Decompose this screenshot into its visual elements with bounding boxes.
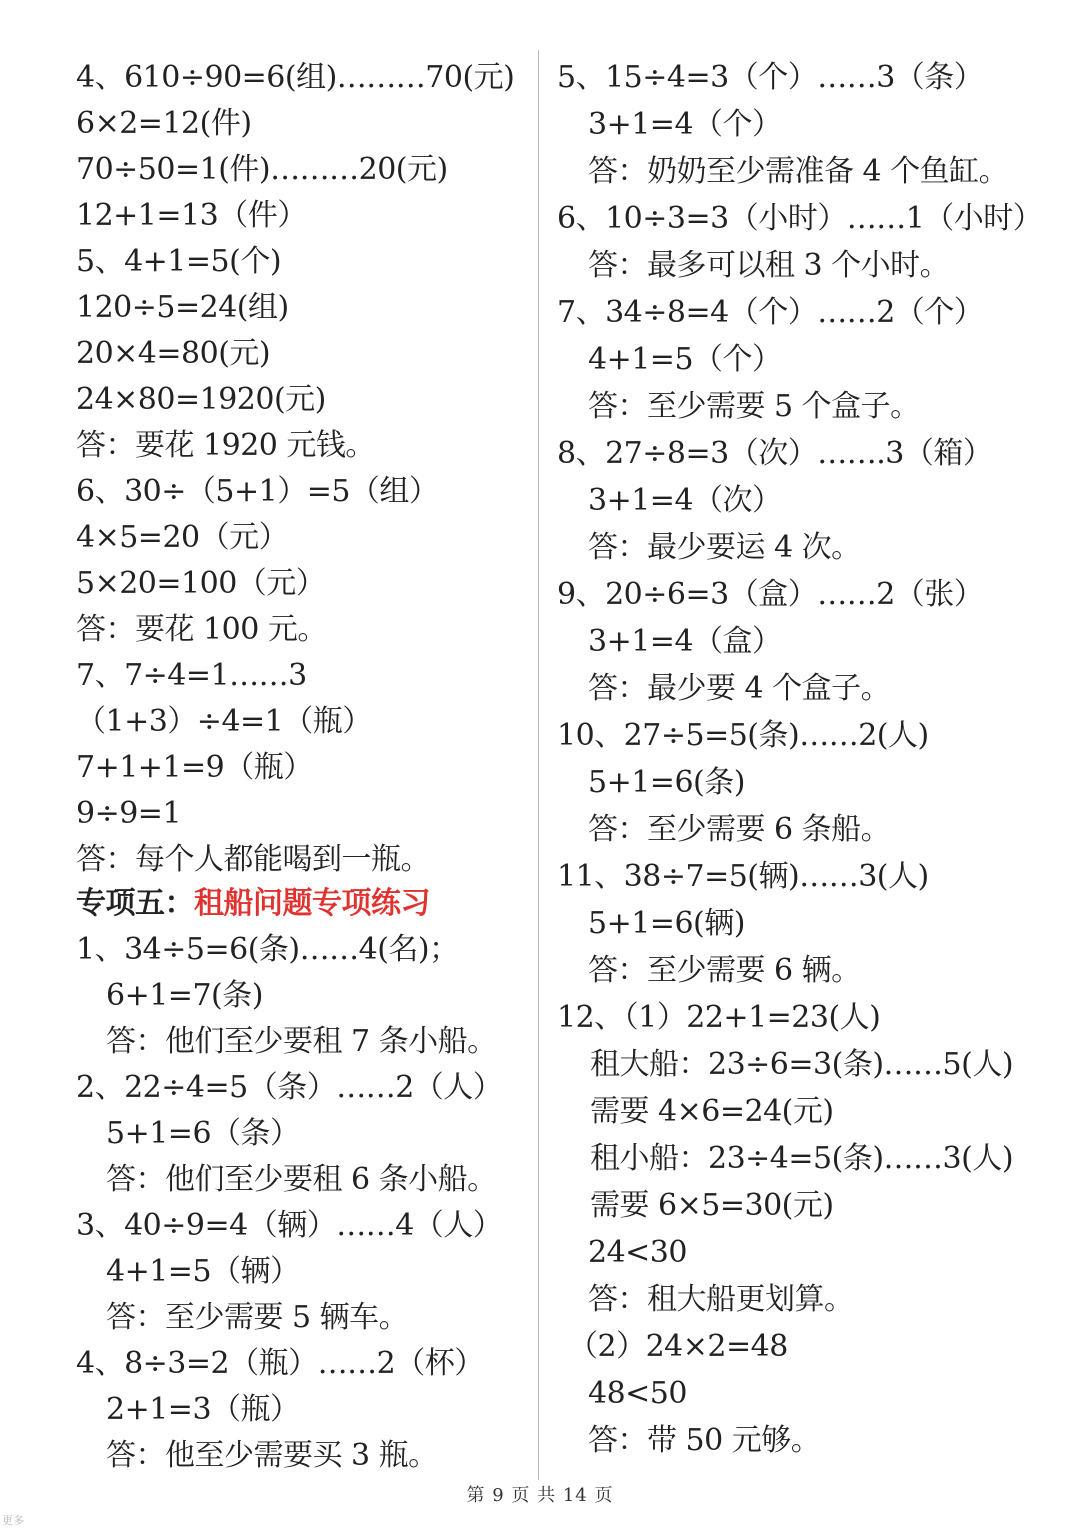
answer-line: 5+1=6(条) bbox=[588, 765, 745, 800]
answer-line: 答：至少需要 6 辆。 bbox=[588, 953, 861, 988]
answer-line: 3+1=4（个） bbox=[588, 107, 782, 142]
answer-line: 5×20=100（元） bbox=[76, 566, 326, 601]
answer-line: 答：租大船更划算。 bbox=[588, 1282, 854, 1317]
answer-line: 答：至少需要 6 条船。 bbox=[588, 812, 891, 847]
answer-line: 5+1=6(辆) bbox=[588, 906, 745, 941]
answer-line: 5+1=6（条） bbox=[106, 1116, 300, 1151]
answer-line: 答：他们至少要租 7 条小船。 bbox=[106, 1024, 497, 1059]
answer-line: 6、10÷3=3（小时）……1（小时） bbox=[557, 201, 1043, 236]
answer-line: 20×4=80(元) bbox=[76, 336, 271, 371]
answer-line: 3+1=4（次） bbox=[588, 483, 782, 518]
answer-line: 12+1=13（件） bbox=[76, 198, 307, 233]
page-number: 第 9 页 共 14 页 bbox=[466, 1485, 614, 1506]
answer-line: 4、8÷3=2（瓶）……2（杯） bbox=[76, 1346, 484, 1381]
answer-line: 4+1=5（个） bbox=[588, 342, 782, 377]
answer-line: 答：要花 1920 元钱。 bbox=[76, 428, 375, 463]
answer-line: 9÷9=1 bbox=[76, 796, 182, 831]
answer-line: 5、15÷4=3（个）……3（条） bbox=[557, 60, 984, 95]
answer-line: 6、30÷（5+1）=5（组） bbox=[76, 474, 439, 509]
answer-line: 4、610÷90=6(组)………70(元) bbox=[76, 60, 515, 95]
answer-line: 答：带 50 元够。 bbox=[588, 1423, 821, 1458]
answer-line: 答：每个人都能喝到一瓶。 bbox=[76, 842, 430, 877]
answer-line: 24<30 bbox=[588, 1235, 687, 1270]
answer-line: 3+1=4（盒） bbox=[588, 624, 782, 659]
answer-line: 答：他至少需要买 3 瓶。 bbox=[106, 1438, 438, 1473]
answer-line: 5、4+1=5(个) bbox=[76, 244, 282, 279]
section-heading bbox=[76, 884, 430, 924]
answer-line: 8、27÷8=3（次）…….3（箱） bbox=[557, 436, 993, 471]
corner-more-link[interactable]: 更多 bbox=[2, 1514, 24, 1527]
answer-line: 24×80=1920(元) bbox=[76, 382, 326, 417]
answer-line: （1+3）÷4=1（瓶） bbox=[76, 704, 372, 739]
answer-line: 答：至少需要 5 辆车。 bbox=[106, 1300, 409, 1335]
answer-line: 答：最少要 4 个盒子。 bbox=[588, 671, 891, 706]
answer-line: （2）24×2=48 bbox=[568, 1329, 788, 1364]
answer-line: 答：最少要运 4 次。 bbox=[588, 530, 861, 565]
answer-line: 7、7÷4=1……3 bbox=[76, 658, 307, 693]
section-title: 租船问题专项练习 bbox=[194, 886, 430, 921]
answer-line: 12、（1）22+1=23(人) bbox=[557, 1000, 881, 1035]
answer-line: 11、38÷7=5(辆)……3(人) bbox=[557, 859, 929, 894]
answer-line: 2+1=3（瓶） bbox=[106, 1392, 300, 1427]
answer-line: 10、27÷5=5(条)……2(人) bbox=[557, 718, 929, 753]
answer-line: 48<50 bbox=[588, 1376, 687, 1411]
section-prefix: 专项五： bbox=[76, 886, 194, 921]
answer-line: 需要 4×6=24(元) bbox=[590, 1094, 834, 1129]
answer-line: 70÷50=1(件)………20(元) bbox=[76, 152, 448, 187]
answer-line: 9、20÷6=3（盒）……2（张） bbox=[557, 577, 984, 612]
answer-line: 2、22÷4=5（条）……2（人） bbox=[76, 1070, 503, 1105]
answer-line: 120÷5=24(组) bbox=[76, 290, 289, 325]
answer-line: 答：他们至少要租 6 条小船。 bbox=[106, 1162, 497, 1197]
answer-line: 6+1=7(条) bbox=[106, 978, 263, 1013]
answer-line: 答：要花 100 元。 bbox=[76, 612, 327, 647]
answer-line: 答：奶奶至少需准备 4 个鱼缸。 bbox=[588, 154, 1009, 189]
answer-line: 7、34÷8=4（个）……2（个） bbox=[557, 295, 984, 330]
answer-line: 需要 6×5=30(元) bbox=[590, 1188, 834, 1223]
answer-line: 1、34÷5=6(条)……4(名)； bbox=[76, 932, 459, 967]
answer-line: 答：最多可以租 3 个小时。 bbox=[588, 248, 950, 283]
answer-line: 7+1+1=9（瓶） bbox=[76, 750, 313, 785]
answer-line: 答：至少需要 5 个盒子。 bbox=[588, 389, 920, 424]
answer-line: 6×2=12(件) bbox=[76, 106, 252, 141]
answer-line: 3、40÷9=4（辆）……4（人） bbox=[76, 1208, 503, 1243]
answer-line: 4×5=20（元） bbox=[76, 520, 289, 555]
answer-line: 4+1=5（辆） bbox=[106, 1254, 300, 1289]
answer-line: 租小船：23÷4=5(条)……3(人) bbox=[590, 1141, 1014, 1176]
column-divider bbox=[538, 50, 539, 1480]
answer-line: 租大船：23÷6=3(条)……5(人) bbox=[590, 1047, 1014, 1082]
